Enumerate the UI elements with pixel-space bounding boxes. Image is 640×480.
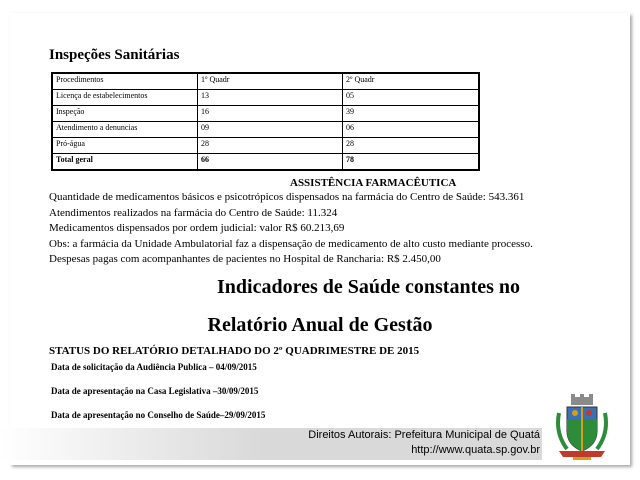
table-cell: Licença de estabelecimentos: [52, 90, 198, 106]
table-cell: 13: [198, 90, 343, 106]
pharmacy-line: Quantidade de medicamentos básicos e psicotrópicos dispensados na farmácia do Centro de Saúde: 543.361: [49, 191, 525, 203]
table-cell: 28: [343, 138, 480, 154]
inspections-table: [51, 72, 480, 171]
table-cell: 66: [198, 154, 343, 171]
table-cell: 78: [343, 154, 480, 171]
footer-gradient: [0, 428, 262, 460]
section-heading: Inspeções Sanitárias: [49, 47, 180, 63]
status-title: STATUS DO RELATÓRIO DETALHADO DO 2º QUADRIMESTRE DE 2015: [49, 345, 420, 357]
table-cell: Procedimentos: [52, 73, 198, 90]
table-cell: Total geral: [52, 154, 198, 171]
indicators-title-line1: Indicadores de Saúde constantes no: [217, 276, 521, 298]
pharmacy-lines: [49, 190, 533, 268]
table-cell: 05: [343, 90, 480, 106]
table-row: [52, 90, 479, 106]
table-cell: 39: [343, 106, 480, 122]
pharmacy-line: Obs: a farmácia da Unidade Ambulatorial faz a dispensação de medicamento de alto custo mediante processo.: [49, 237, 533, 250]
pharmacy-title: ASSISTÊNCIA FARMACÊUTICA: [290, 177, 457, 189]
table-cell: 2º Quadr: [343, 73, 480, 90]
date-health-council: Data de apresentação no Conselho de Saúde–29/09/2015: [51, 410, 266, 420]
pharmacy-line: Atendimentos realizados na farmácia do Centro de Saúde: 11.324: [49, 206, 338, 219]
table-cell: Atendimento a denuncias: [52, 122, 198, 138]
municipal-crest-icon: [553, 393, 611, 463]
date-public-hearing: Data de solicitação da Audiência Publica – 04/09/2015: [51, 362, 257, 372]
table-row: [52, 106, 479, 122]
table-cell: Inspeção: [52, 106, 198, 122]
footer-url[interactable]: http://www.quata.sp.gov.br: [411, 444, 540, 456]
table-header-row: [52, 73, 479, 90]
table-cell: 09: [198, 122, 343, 138]
footer-copyright: Direitos Autorais: Prefeitura Municipal de Quatá: [308, 429, 540, 441]
table-cell: Pró-água: [52, 138, 198, 154]
table-row: [52, 138, 479, 154]
table-cell: 16: [198, 106, 343, 122]
table-row: [52, 122, 479, 138]
indicators-title-line2: Relatório Anual de Gestão: [207, 314, 433, 336]
table-row: [52, 154, 479, 171]
pharmacy-line: Despesas pagas com acompanhantes de pacientes no Hospital de Rancharia: R$ 2.450,00: [49, 253, 441, 265]
date-legislative: Data de apresentação na Casa Legislativa –30/09/2015: [51, 386, 259, 396]
table-cell: 1º Quadr: [198, 73, 343, 90]
table-cell: 28: [198, 138, 343, 154]
table-cell: 06: [343, 122, 480, 138]
pharmacy-line: Medicamentos dispensados por ordem judicial: valor R$ 60.213,69: [49, 222, 345, 234]
